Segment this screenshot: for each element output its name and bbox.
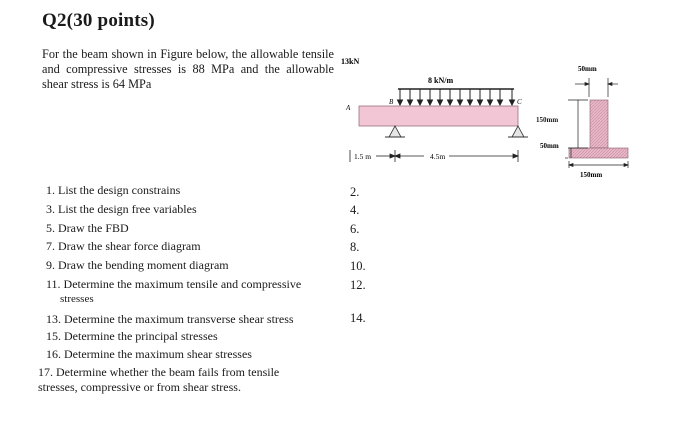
question-number-8: 8. (350, 240, 360, 254)
distributed-load-label: 8 kN/m (428, 76, 454, 85)
problem-statement: For the beam shown in Figure below, the allowable tensile and compressive stresses is 88 MPa and the allowable shear stress is 64 MPa (42, 47, 334, 91)
question-item-7: 7. Draw the shear force diagram (46, 239, 201, 253)
question-item-15: 15. Determine the principal stresses (46, 329, 218, 343)
question-item-9: 9. Draw the bending moment diagram (46, 258, 229, 272)
question-number-14: 14. (350, 311, 366, 325)
flange-width-label: 150mm (580, 171, 603, 179)
question-item-11-continuation: stresses (60, 293, 94, 305)
question-item-3: 3. List the design free variables (46, 202, 197, 216)
t-section-web (590, 100, 608, 148)
point-b-label: B (389, 98, 394, 106)
question-item-13: 13. Determine the maximum transverse shear stress (46, 312, 294, 326)
question-number-6: 6. (350, 222, 360, 236)
question-item-5: 5. Draw the FBD (46, 221, 129, 235)
pin-support-b (385, 126, 405, 137)
question-item-11-text: 11. Determine the maximum tensile and compressive (46, 277, 302, 291)
question-number-10: 10. (350, 259, 366, 273)
web-thickness-label: 50mm (540, 142, 559, 150)
point-c-label: C (517, 98, 522, 106)
beam (359, 106, 518, 126)
point-a-label: A (346, 104, 351, 112)
question-title: Q2(30 points) (42, 10, 155, 31)
question-item-1: 1. List the design constrains (46, 183, 181, 197)
question-number-2: 2. (350, 185, 360, 199)
span-left-label: 1.5 m (354, 152, 372, 161)
flange-thickness-label: 50mm (578, 65, 597, 73)
web-height-label: 150mm (536, 116, 559, 124)
span-main-label: 4.5m (430, 152, 446, 161)
distributed-load-arrows (398, 89, 515, 105)
point-load-label: 13kN (341, 57, 360, 66)
t-section-flange (569, 148, 628, 158)
question-number-12: 12. (350, 278, 366, 292)
question-number-4: 4. (350, 203, 360, 217)
question-item-17: 17. Determine whether the beam fails from tensile stresses, compressive or from shear stress. (38, 365, 280, 394)
question-item-16: 16. Determine the maximum shear stresses (46, 347, 252, 361)
pin-support-c (508, 126, 528, 137)
